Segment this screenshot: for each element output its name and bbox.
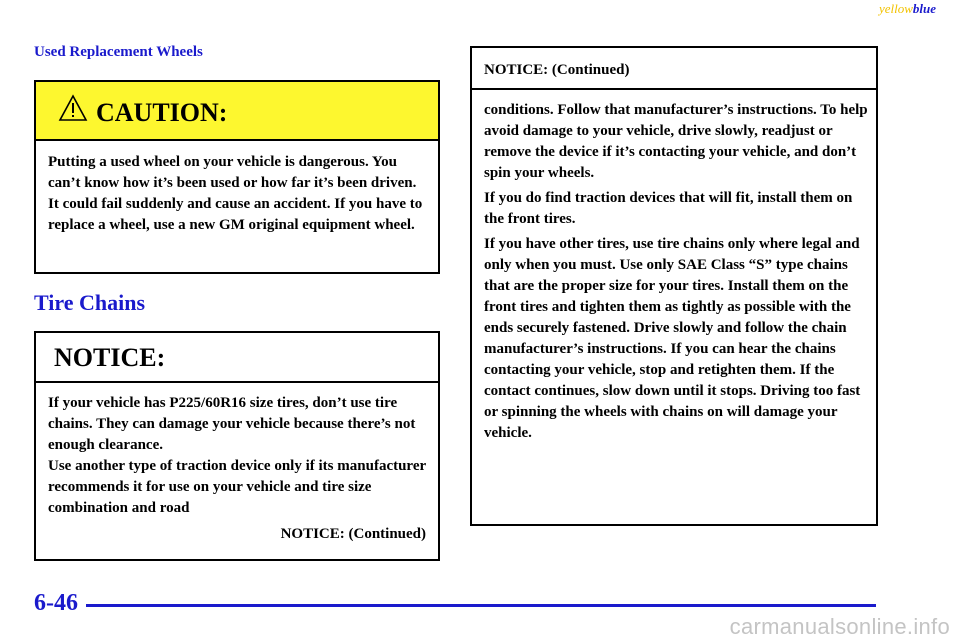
caution-title: CAUTION:: [96, 98, 228, 127]
notice-continued-title: NOTICE: (Continued): [484, 62, 630, 78]
notice-continued-paragraph: conditions. Follow that manufacturer’s instructions. To help avoid damage to your vehicle, drive slowly, readjust or remove the device if it’s contacting your vehicle, and don’t spin your wheels.: [484, 102, 868, 181]
page-number: 6-46: [34, 590, 78, 616]
footer-divider: [86, 604, 876, 607]
header-tag-blue: blue: [912, 1, 936, 16]
caution-box: [34, 80, 440, 274]
notice-title: NOTICE:: [54, 343, 166, 372]
notice-continued-box: [470, 46, 878, 526]
notice-continued-text: [484, 100, 868, 448]
caution-text: Putting a used wheel on your vehicle is dangerous. You can’t know how it’s been used or how far it’s been driven. It could fail suddenly and cause an accident. If you have to replace a wheel, use a new GM original equipment wheel.: [48, 154, 423, 233]
notice-paragraph-2: Use another type of traction device only if its manufacturer recommends it for use on your vehicle and tire size combination and road: [48, 458, 426, 516]
notice-text: [48, 393, 428, 519]
header-tag: [879, 1, 936, 17]
notice-continued-paragraph: If you have other tires, use tire chains only where legal and only when you must. Use only SAE Class “S” type chains that are the proper size for your tires. Install them on the front tires and tighten them as tightly as possible with the ends securely fastened. Drive slowly and follow the chain manufacturer’s instructions. If you can hear the chains contacting your vehicle, stop and retighten them. If the contact continues, slow down until it stops. Driving too fast or spinning the wheels with chains on will damage your vehicle.: [484, 236, 861, 441]
warning-triangle-icon: [58, 94, 88, 122]
notice-continued-paragraph: If you do find traction devices that will fit, install them on the front tires.: [484, 190, 853, 227]
tire-chains-heading: Tire Chains: [34, 290, 146, 315]
used-wheels-heading: Used Replacement Wheels: [34, 44, 203, 60]
notice-header: [36, 333, 438, 383]
notice-continued-label: NOTICE: (Continued): [280, 526, 426, 542]
notice-paragraph-1: If your vehicle has P225/60R16 size tires, don’t use tire chains. They can damage your vehicle because there’s not enough clearance.: [48, 395, 416, 453]
notice-box: [34, 331, 440, 561]
header-tag-yellow: yellow: [878, 1, 913, 16]
notice-continued-header: [472, 48, 876, 90]
watermark-text: carmanualsonline.info: [729, 614, 950, 639]
caution-header: [36, 82, 438, 141]
